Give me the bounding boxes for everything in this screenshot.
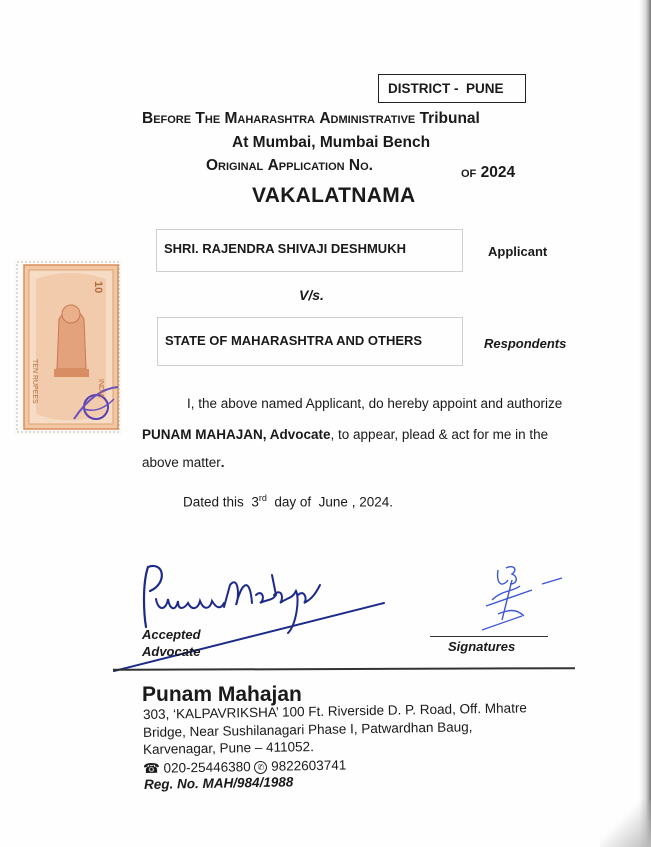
dated-suffix: rd bbox=[258, 493, 267, 503]
signature-line bbox=[430, 636, 548, 637]
authorization-line3-period: . bbox=[220, 455, 225, 470]
district-box bbox=[378, 74, 526, 103]
advocate-name: PUNAM MAHAJAN, Advocate bbox=[142, 427, 331, 442]
title-word-tribunal: Tribunal bbox=[419, 110, 480, 127]
title-word-administrative: Administrative bbox=[319, 110, 416, 127]
letterhead-name: Punam Mahajan bbox=[142, 683, 302, 706]
dated-month: June bbox=[318, 494, 348, 510]
application-year bbox=[461, 164, 515, 182]
district-value: PUNE bbox=[466, 81, 504, 96]
letterhead-address-line1: 303, ‘KALPAVRIKSHA’ 100 Ft. Riverside D. P. Road, Off. Mhatre bbox=[142, 700, 527, 722]
title-word-maharashtra: Maharashtra bbox=[224, 110, 315, 127]
applicant-role: Applicant bbox=[488, 244, 548, 259]
stamp-text: TEN RUPEES bbox=[31, 359, 38, 404]
stamp-country: INDIA bbox=[97, 379, 104, 398]
letterhead-address-line2: Bridge, Near Sushilanagari Phase I, Patwardhan Baug, bbox=[142, 719, 473, 740]
applicant-name-box: SHRI. RAJENDRA SHIVAJI DESHMUKH bbox=[156, 229, 463, 272]
letterhead-phone: 020-25446380 bbox=[163, 759, 251, 776]
respondent-role: Respondents bbox=[484, 336, 567, 351]
respondent-name-box: STATE OF MAHARASHTRA AND OTHERS bbox=[157, 317, 463, 366]
page-edge-shadow bbox=[639, 0, 651, 847]
oa-word-original: Original bbox=[206, 157, 264, 174]
dated-mid: day of bbox=[274, 494, 312, 510]
authorization-line2 bbox=[142, 427, 548, 442]
dated-prefix: Dated this bbox=[183, 494, 244, 510]
letterhead-phone-line bbox=[143, 757, 347, 777]
district-label: DISTRICT - bbox=[388, 81, 459, 96]
authorization-line3 bbox=[142, 455, 225, 470]
oa-word-application: Application bbox=[267, 157, 345, 174]
authorization-line3-text: above matter bbox=[142, 455, 221, 470]
oa-word-of: of bbox=[461, 164, 477, 181]
dated-day: 3 bbox=[251, 494, 259, 510]
tribunal-title-line2: At Mumbai, Mumbai Bench bbox=[232, 134, 431, 151]
document-type-heading: VAKALATNAMA bbox=[252, 184, 416, 207]
title-word-the: The bbox=[195, 110, 221, 127]
authorization-line1: I, the above named Applicant, do hereby appoint and authorize bbox=[187, 396, 563, 411]
dated-year: , 2024. bbox=[351, 494, 393, 510]
title-word-before: Before bbox=[142, 110, 192, 127]
client-signature bbox=[462, 560, 572, 640]
registration-number: Reg. No. MAH/984/1988 bbox=[143, 774, 294, 792]
stamp-value: 10 bbox=[92, 281, 104, 294]
accepted-label: Accepted bbox=[142, 627, 201, 642]
mobile-phone-icon: ✆ bbox=[254, 761, 267, 774]
letterhead-address-line3: Karvenagar, Pune – 411052. bbox=[142, 739, 314, 757]
telephone-icon: ☎ bbox=[142, 760, 160, 776]
authorization-line2-rest: , to appear, plead & act for me in the bbox=[330, 427, 549, 442]
signatures-label: Signatures bbox=[448, 639, 516, 654]
letterhead-mobile: 9822603741 bbox=[271, 757, 347, 774]
tribunal-title-line1 bbox=[142, 110, 480, 128]
court-fee-stamp bbox=[14, 259, 122, 435]
dated-line bbox=[183, 493, 393, 510]
page-corner-shadow bbox=[600, 800, 651, 847]
oa-word-no: No. bbox=[348, 157, 373, 174]
original-application-line bbox=[206, 157, 373, 175]
versus-label: V/s. bbox=[299, 287, 324, 303]
advocate-label: Advocate bbox=[142, 644, 201, 659]
oa-year: 2024 bbox=[480, 164, 516, 181]
